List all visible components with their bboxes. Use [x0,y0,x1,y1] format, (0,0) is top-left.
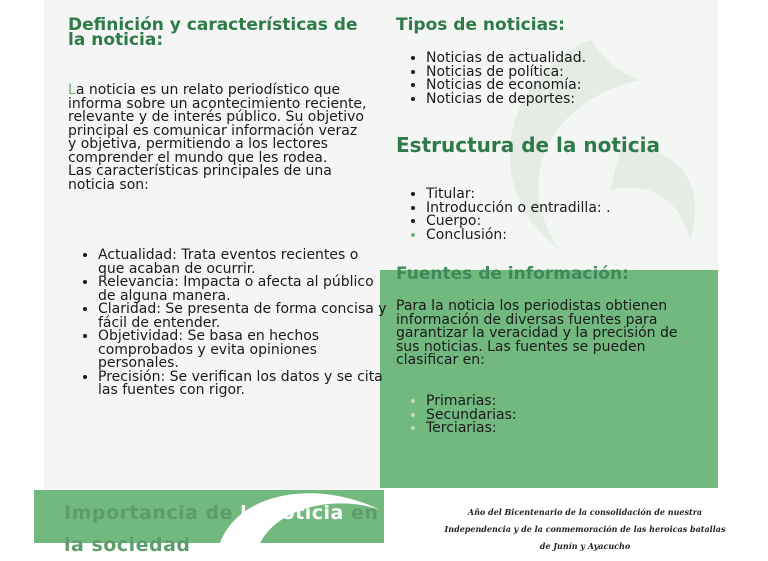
sources-list [408,395,726,436]
list-item: • Cuerpo: [426,215,726,229]
list-item: • Conclusión: [426,229,726,243]
types-list [408,52,726,106]
definition-heading: Definición y características de la noticia: [68,15,358,50]
year-motto-line: Año del Bicentenario de la consolidación de nuestra [467,507,703,517]
year-motto-line: de Junín y Ayacucho [539,541,631,551]
drop-letter: L [68,82,76,98]
list-item: • Secundarias: [426,409,726,423]
list-item: • Noticias de actualidad. [426,52,726,66]
list-item: • Actualidad: Trata eventos recientes o que acaban de ocurrir. [98,249,388,276]
list-item: • Precisión: Se verifican los datos y se cita las fuentes con rigor. [98,371,388,398]
sources-heading: Fuentes de información: [396,264,629,284]
importance-heading-highlight: la noticia [240,502,344,524]
left-column-background [44,0,384,490]
list-item: • Introducción o entradilla: . [426,202,726,216]
list-item: • Noticias de política: [426,66,726,80]
sources-paragraph: Para la noticia los periodistas obtienen información de diversas fuentes para garantizar la veracidad y la precisión de sus noticias. Las fuentes se pueden clasificar en: [396,298,678,368]
list-item: • Noticias de deportes: [426,93,726,107]
characteristics-list [80,249,388,398]
definition-body [68,84,368,192]
importance-heading [64,497,394,561]
year-motto-line: Independencia y de la conmemoración de las heroicas batallas [444,524,726,534]
importance-heading-part: en la sociedad [64,502,379,556]
list-item: • Primarias: [426,395,726,409]
list-item: • Terciarias: [426,422,726,436]
types-heading: Tipos de noticias: [396,15,565,35]
list-item: • Noticias de economía: [426,79,726,93]
year-motto [420,504,750,555]
definition-paragraph [68,84,368,165]
characteristics-intro: Las características principales de una noticia son: [68,163,332,193]
list-item: • Claridad: Se presenta de forma concisa y fácil de entender. [98,303,388,330]
structure-list [408,188,726,242]
list-item: • Titular: [426,188,726,202]
structure-heading: Estructura de la noticia [396,133,660,157]
list-item: • Relevancia: Impacta o afecta al público de alguna manera. [98,276,388,303]
definition-text: a noticia es un relato periodístico que informa sobre un acontecimiento reciente, relevante y de interés público. Su objetivo principal es comunicar información veraz y objetiva, permitiendo a los lectores comprender el mundo que les rodea. [68,82,367,166]
list-item: • Objetividad: Se basa en hechos comprobados y evita opiniones personales. [98,330,388,371]
importance-heading-part: Importancia de [64,502,241,524]
